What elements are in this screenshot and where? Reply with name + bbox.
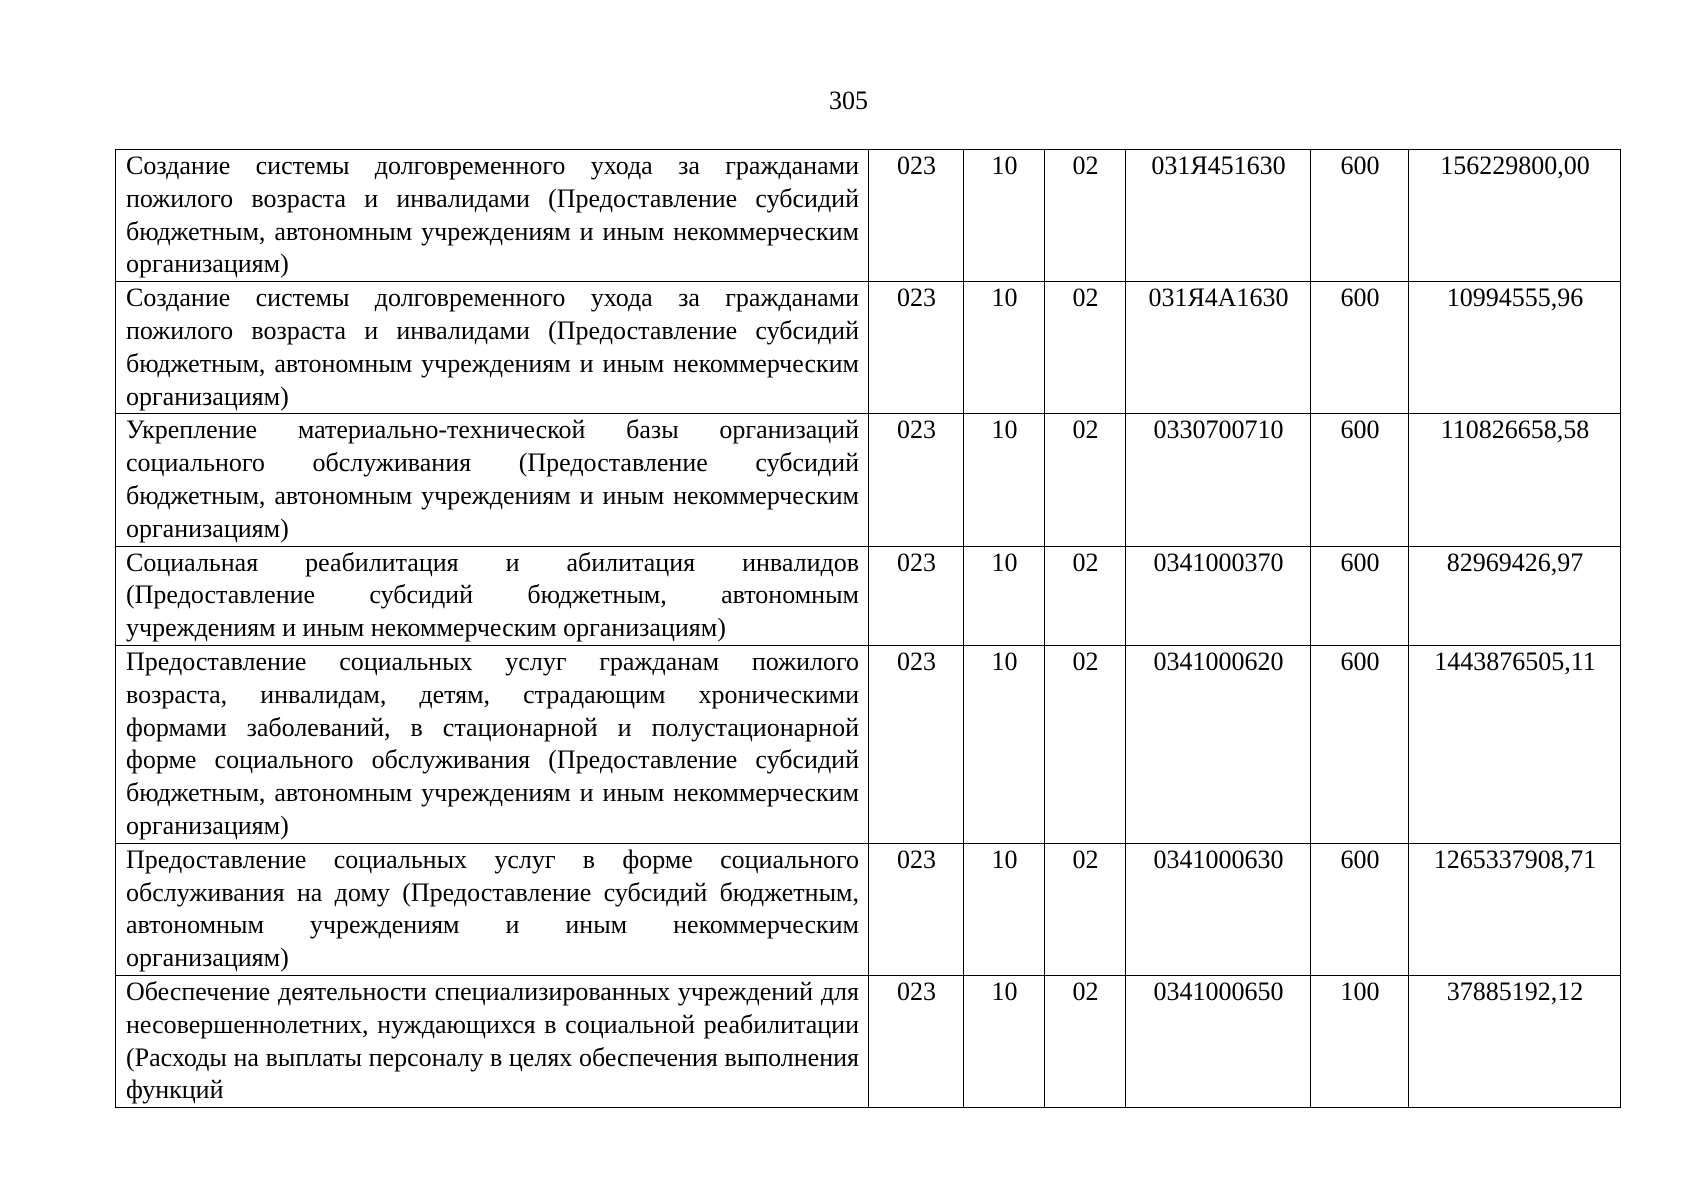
row-description: Социальная реабилитация и абилитация инвалидов (Предоставление субсидий бюджетным, автономным учреждениям и иным некоммерческим организациям): [116, 546, 869, 645]
table-row: [116, 150, 1621, 282]
amount: 10994555,96: [1409, 282, 1621, 414]
section-code: 10: [964, 975, 1045, 1107]
section-code: 10: [964, 150, 1045, 282]
ministry-code: 023: [869, 150, 964, 282]
subsection-code: 02: [1045, 282, 1126, 414]
section-code: 10: [964, 843, 1045, 975]
expense-type-code: 600: [1311, 282, 1409, 414]
target-article-code: 031Я4А1630: [1126, 282, 1311, 414]
target-article-code: 031Я451630: [1126, 150, 1311, 282]
row-description: Создание системы долговременного ухода за гражданами пожилого возраста и инвалидами (Предоставление субсидий бюджетным, автономным учреждениям и иным некоммерческим организациям): [116, 282, 869, 414]
subsection-code: 02: [1045, 975, 1126, 1107]
expense-type-code: 600: [1311, 546, 1409, 645]
amount: 156229800,00: [1409, 150, 1621, 282]
ministry-code: 023: [869, 975, 964, 1107]
target-article-code: 0341000620: [1126, 645, 1311, 843]
expense-type-code: 600: [1311, 843, 1409, 975]
target-article-code: 0341000650: [1126, 975, 1311, 1107]
subsection-code: 02: [1045, 546, 1126, 645]
row-description: Укрепление материально-технической базы организаций социального обслуживания (Предоставление субсидий бюджетным, автономным учреждениям и иным некоммерческим организациям): [116, 414, 869, 546]
subsection-code: 02: [1045, 645, 1126, 843]
target-article-code: 0341000370: [1126, 546, 1311, 645]
table-row: [116, 414, 1621, 546]
expense-type-code: 600: [1311, 150, 1409, 282]
budget-table: [115, 149, 1621, 1108]
row-description: Предоставление социальных услуг гражданам пожилого возраста, инвалидам, детям, страдающим хроническими формами заболеваний, в стационарной и полустационарной форме социального обслуживания (Предоставление субсидий бюджетным, автономным учреждениям и иным некоммерческим организациям): [116, 645, 869, 843]
ministry-code: 023: [869, 645, 964, 843]
table-row: [116, 282, 1621, 414]
expense-type-code: 600: [1311, 645, 1409, 843]
subsection-code: 02: [1045, 150, 1126, 282]
amount: 82969426,97: [1409, 546, 1621, 645]
row-description: Предоставление социальных услуг в форме социального обслуживания на дому (Предоставление субсидий бюджетным, автономным учреждениям и иным некоммерческим организациям): [116, 843, 869, 975]
section-code: 10: [964, 645, 1045, 843]
target-article-code: 0330700710: [1126, 414, 1311, 546]
row-description: Создание системы долговременного ухода за гражданами пожилого возраста и инвалидами (Предоставление субсидий бюджетным, автономным учреждениям и иным некоммерческим организациям): [116, 150, 869, 282]
row-description: Обеспечение деятельности специализированных учреждений для несовершеннолетних, нуждающихся в социальной реабилитации (Расходы на выплаты персоналу в целях обеспечения выполнения функций: [116, 975, 869, 1107]
expense-type-code: 100: [1311, 975, 1409, 1107]
section-code: 10: [964, 414, 1045, 546]
amount: 1265337908,71: [1409, 843, 1621, 975]
table-row: [116, 645, 1621, 843]
section-code: 10: [964, 546, 1045, 645]
table-row: [116, 843, 1621, 975]
expense-type-code: 600: [1311, 414, 1409, 546]
ministry-code: 023: [869, 843, 964, 975]
subsection-code: 02: [1045, 414, 1126, 546]
page-number: 305: [829, 86, 868, 115]
amount: 37885192,12: [1409, 975, 1621, 1107]
section-code: 10: [964, 282, 1045, 414]
ministry-code: 023: [869, 282, 964, 414]
table-row: [116, 546, 1621, 645]
ministry-code: 023: [869, 546, 964, 645]
table-row: [116, 975, 1621, 1107]
ministry-code: 023: [869, 414, 964, 546]
amount: 1443876505,11: [1409, 645, 1621, 843]
subsection-code: 02: [1045, 843, 1126, 975]
target-article-code: 0341000630: [1126, 843, 1311, 975]
amount: 110826658,58: [1409, 414, 1621, 546]
